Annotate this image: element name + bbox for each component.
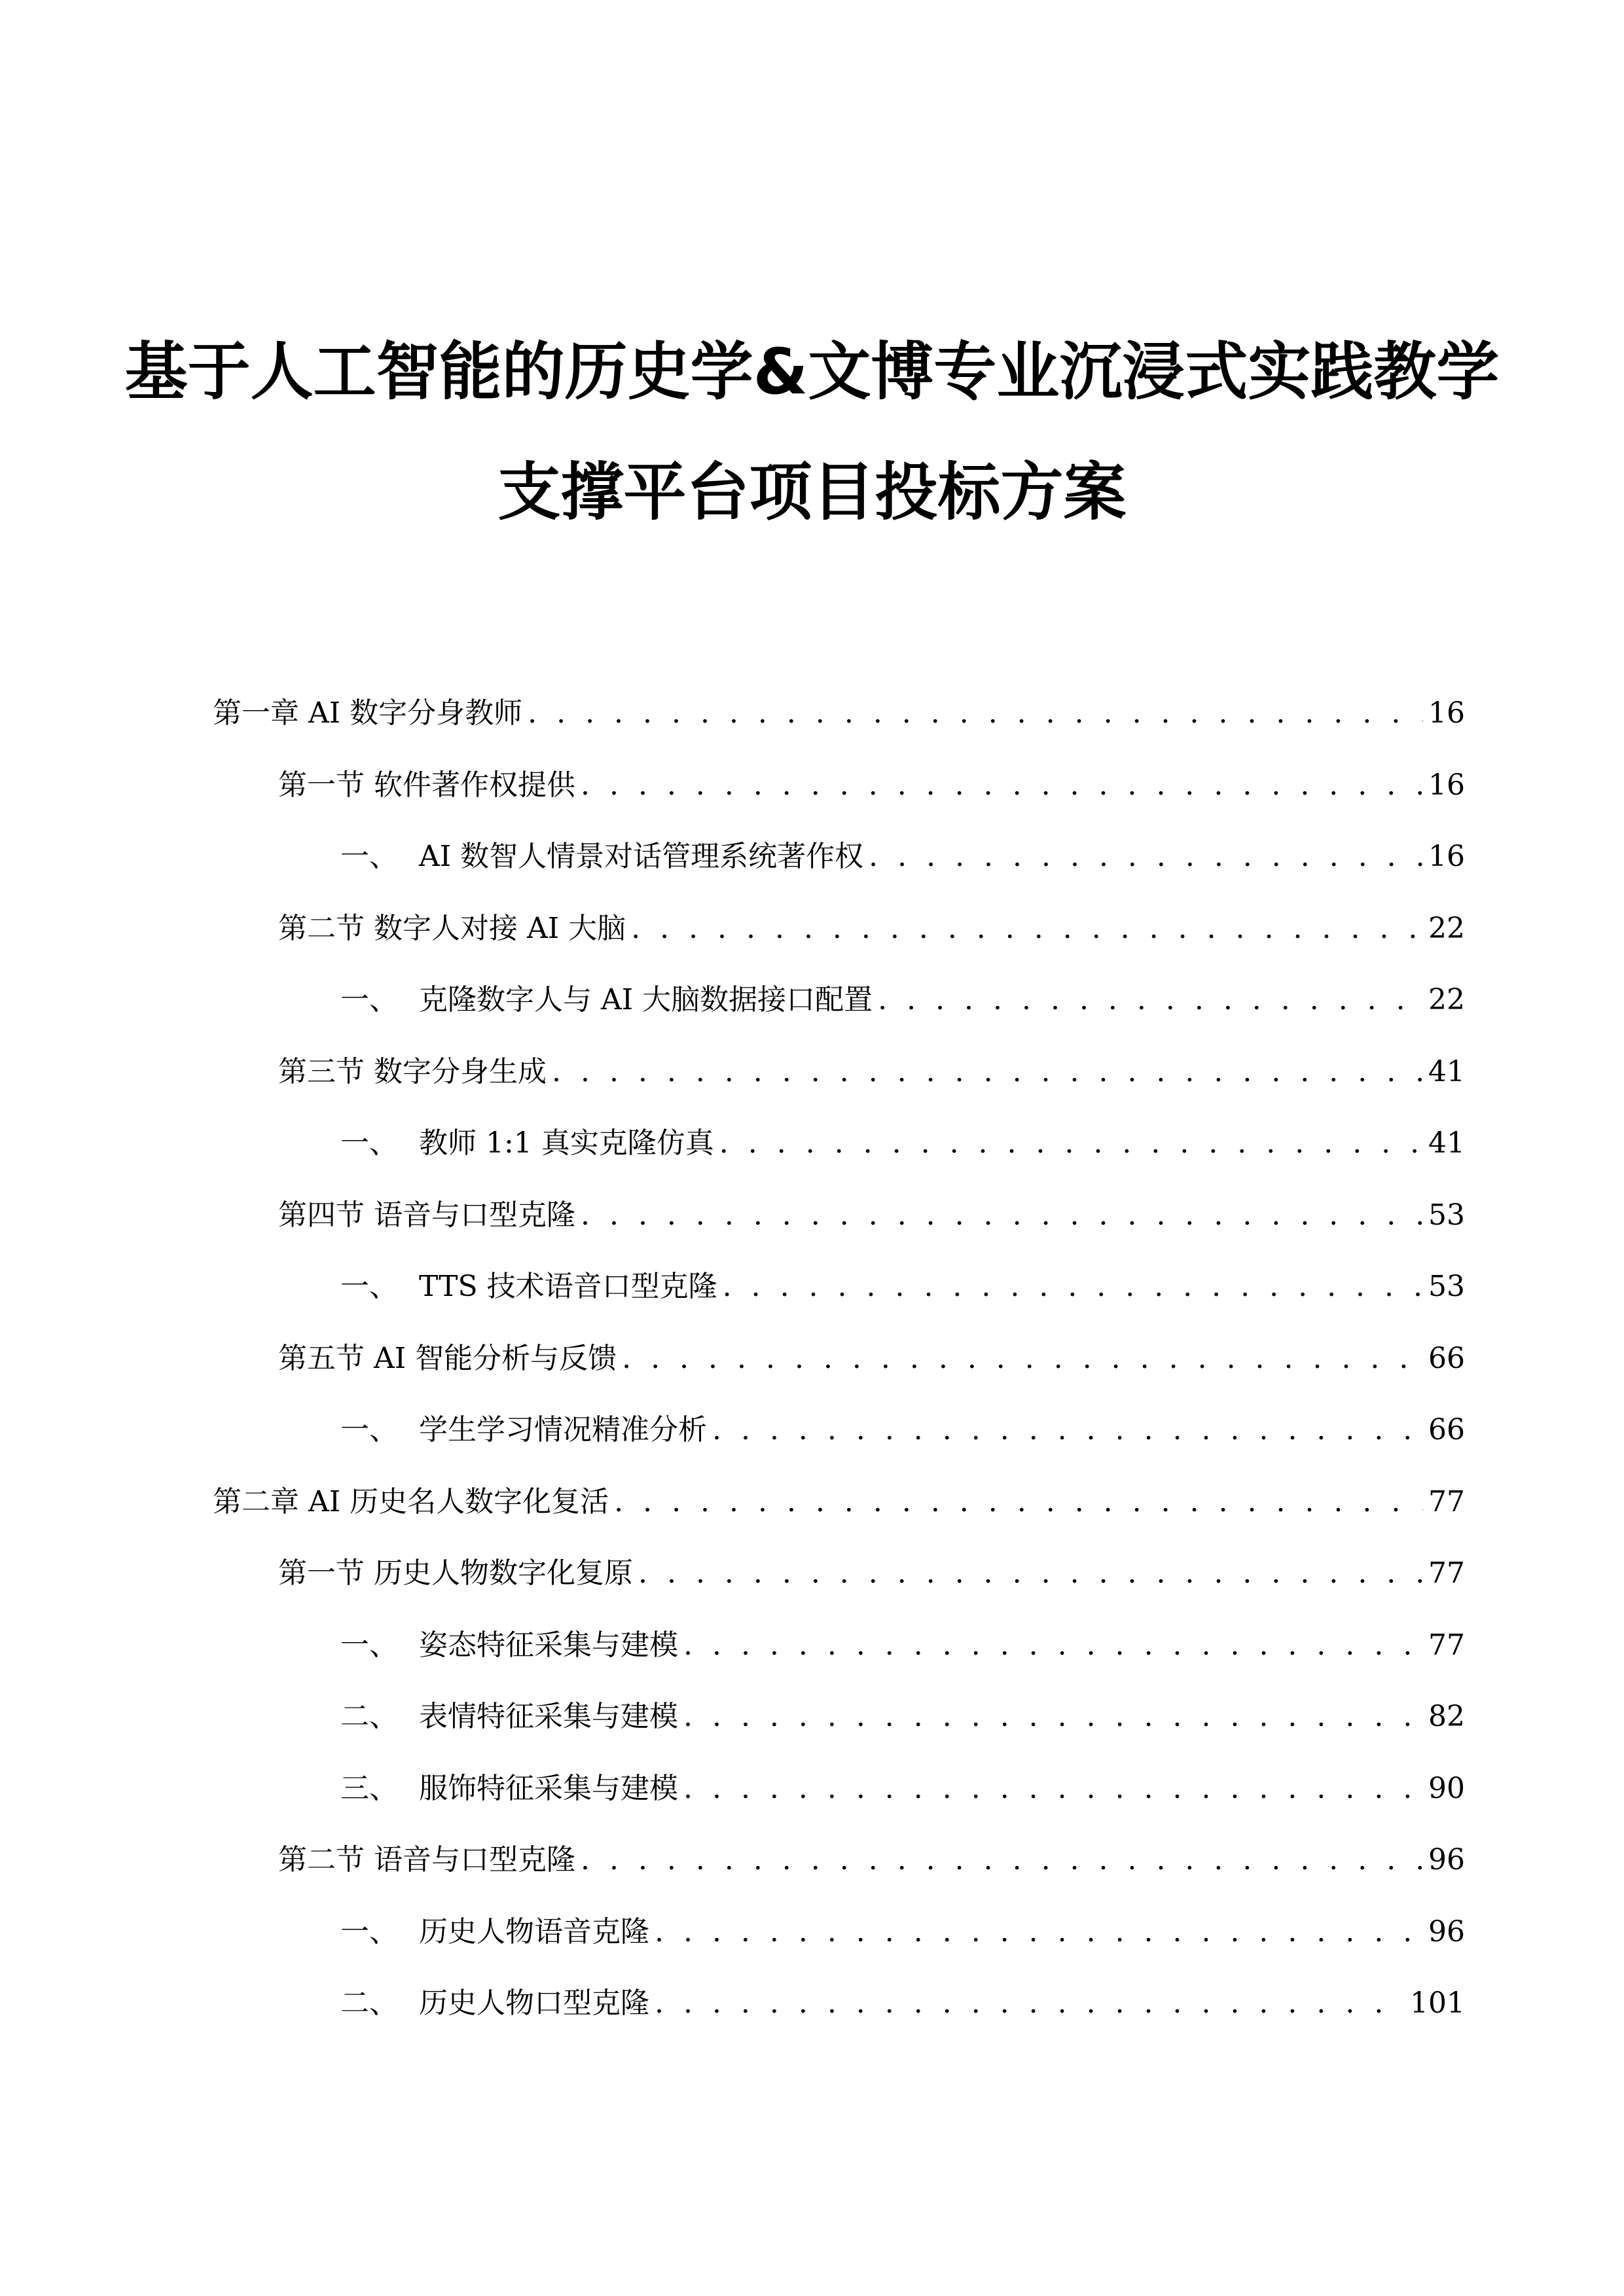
toc-dot-leader [581,1840,1423,1880]
toc-entry[interactable] [340,1697,1465,1736]
toc-page-number: 96 [1428,1843,1465,1876]
toc-entry-title [278,1840,575,1880]
toc-dot-leader [614,1482,1423,1522]
toc-entry-title [278,1196,575,1235]
toc-page-number: 16 [1428,840,1465,873]
toc-entry-number: 一、 [340,1126,398,1160]
toc-entry[interactable] [340,837,1465,876]
toc-dot-leader [622,1339,1423,1378]
toc-entry[interactable] [340,1124,1465,1163]
toc-entry-title [340,1697,678,1736]
toc-entry-number: 二、 [340,1986,398,2020]
toc-entry-title [340,1626,678,1665]
toc-entry-title [340,1267,717,1306]
toc-dot-leader [581,766,1423,805]
toc-entry[interactable] [213,694,1465,733]
toc-entry-number: 三、 [340,1771,398,1805]
toc-entry-title [340,1912,649,1952]
toc-entry[interactable] [340,1626,1465,1665]
toc-dot-leader [631,909,1423,948]
toc-dot-leader [712,1410,1423,1450]
toc-page-number: 82 [1428,1700,1465,1733]
toc-page-number: 66 [1428,1413,1465,1446]
toc-entry[interactable] [278,1052,1465,1092]
toc-page-number: 41 [1428,1054,1465,1088]
toc-page-number: 53 [1428,1270,1465,1303]
toc-entry-title [278,1052,547,1092]
toc-entry-label: 第一章 AI 数字分身教师 [213,696,523,730]
toc-entry-title [278,1554,633,1593]
toc-dot-leader [552,1052,1423,1092]
toc-entry-title [340,837,863,876]
toc-page-number: 101 [1410,1986,1465,2020]
toc-entry-title [340,1410,707,1450]
toc-entry[interactable] [278,1554,1465,1593]
toc-entry-label: 第二章 AI 历史名人数字化复活 [213,1484,609,1518]
toc-entry[interactable] [213,1482,1465,1522]
toc-entry-title [340,980,873,1020]
toc-entry-label: 服饰特征采集与建模 [419,1771,678,1805]
toc-entry-label: 第一节 软件著作权提供 [278,768,575,802]
toc-entry-title [278,909,626,948]
toc-dot-leader [655,1984,1405,2023]
toc-dot-leader [683,1626,1423,1665]
toc-page-number: 53 [1428,1198,1465,1232]
toc-entry[interactable] [278,1196,1465,1235]
toc-entry-number: 一、 [340,1628,398,1662]
toc-entry-label: 教师 1:1 真实克隆仿真 [419,1126,714,1160]
toc-entry[interactable] [278,1840,1465,1880]
toc-dot-leader [723,1267,1423,1306]
toc-entry-number: 一、 [340,1413,398,1446]
toc-entry[interactable] [340,1267,1465,1306]
title-line-2: 支撑平台项目投标方案 [497,456,1127,529]
toc-dot-leader [528,694,1423,733]
toc-entry-number: 二、 [340,1700,398,1733]
toc-page-number: 66 [1428,1341,1465,1375]
toc-page-number: 16 [1428,696,1465,730]
toc-entry-label: 表情特征采集与建模 [419,1700,678,1733]
toc-dot-leader [869,837,1423,876]
toc-page-number: 77 [1428,1484,1465,1518]
toc-entry-label: 第四节 语音与口型克隆 [278,1198,575,1232]
toc-entry[interactable] [340,1410,1465,1450]
toc-page-number: 90 [1428,1771,1465,1805]
toc-dot-leader [683,1697,1423,1736]
document-title [0,314,1624,529]
toc-entry-number: 一、 [340,840,398,873]
toc-entry-label: 姿态特征采集与建模 [419,1628,678,1662]
toc-entry[interactable] [278,909,1465,948]
toc-dot-leader [638,1554,1423,1593]
toc-page-number: 96 [1428,1914,1465,1948]
title-line-1: 基于人工智能的历史学&文博专业沉浸式实践教学 [124,335,1500,408]
toc-entry-number: 一、 [340,1270,398,1303]
toc-entry-label: 学生学习情况精准分析 [419,1413,707,1446]
toc-page-number: 77 [1428,1628,1465,1662]
toc-entry-number: 一、 [340,1914,398,1948]
toc-entry-label: 历史人物语音克隆 [419,1914,649,1948]
toc-dot-leader [581,1196,1423,1235]
toc-page-number: 16 [1428,768,1465,802]
toc-page-number: 77 [1428,1556,1465,1590]
toc-entry[interactable] [278,766,1465,805]
toc-entry[interactable] [340,980,1465,1020]
toc-entry-title [213,694,522,733]
toc-entry-title [278,1339,617,1378]
toc-page-number: 41 [1428,1126,1465,1160]
toc-entry-title [340,1769,678,1808]
toc-entry-label: 历史人物口型克隆 [419,1986,649,2020]
toc-entry-title [340,1124,714,1163]
toc-entry-label: 第一节 历史人物数字化复原 [278,1556,633,1590]
toc-page-number: 22 [1428,983,1465,1016]
toc-entry[interactable] [278,1339,1465,1378]
toc-entry-label: 第三节 数字分身生成 [278,1054,547,1088]
toc-dot-leader [655,1912,1423,1952]
toc-entry-label: TTS 技术语音口型克隆 [419,1270,717,1303]
toc-entry-title [213,1482,609,1522]
toc-entry-label: 第五节 AI 智能分析与反馈 [278,1341,617,1375]
toc-entry-title [278,766,575,805]
toc-entry[interactable] [340,1984,1465,2023]
toc-entry-label: 克隆数字人与 AI 大脑数据接口配置 [419,983,873,1016]
toc-dot-leader [719,1124,1423,1163]
toc-entry-title [340,1984,649,2023]
toc-page-number: 22 [1428,911,1465,945]
toc-entry[interactable] [340,1769,1465,1808]
toc-entry-label: 第二节 语音与口型克隆 [278,1843,575,1876]
toc-entry-label: AI 数智人情景对话管理系统著作权 [419,840,864,873]
toc-dot-leader [878,980,1423,1020]
toc-entry-label: 第二节 数字人对接 AI 大脑 [278,911,626,945]
toc-entry-number: 一、 [340,983,398,1016]
toc-entry[interactable] [340,1912,1465,1952]
toc-dot-leader [683,1769,1423,1808]
